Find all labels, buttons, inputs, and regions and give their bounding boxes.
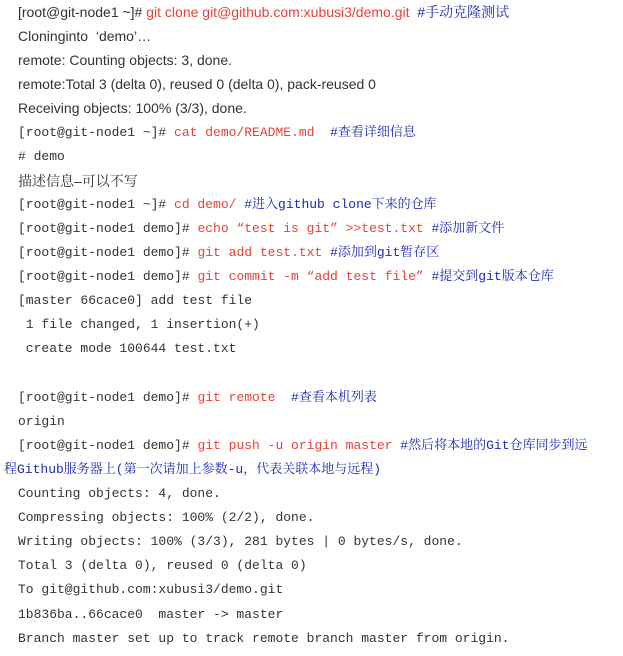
command-text: git commit -m “add test file” xyxy=(197,269,424,285)
command-text: cat demo/README.md xyxy=(174,124,315,140)
output-text: 1b836ba..66cace0 master -> master xyxy=(18,606,284,622)
output-text: create mode 100644 test.txt xyxy=(18,341,237,357)
comment-text: #然后将本地的Git仓库同步到远 xyxy=(392,437,588,453)
output-text: Compressing objects: 100% (2/2), done. xyxy=(18,510,315,526)
output-line xyxy=(0,24,623,48)
output-line xyxy=(0,96,623,120)
output-text: remote:Total 3 (delta 0), reused 0 (delta 0), pack-reused 0 xyxy=(18,76,376,93)
comment-text: 程Github服务器上(第一次请加上参数-u，代表关联本地与远程) xyxy=(4,461,382,477)
command-text: git push -u origin master xyxy=(197,437,393,453)
command-line xyxy=(0,265,623,289)
output-text: origin xyxy=(18,413,65,429)
command-text: git add test.txt xyxy=(197,245,323,260)
output-line xyxy=(0,362,623,386)
output-line xyxy=(0,72,623,96)
output-line xyxy=(0,530,623,554)
output-line xyxy=(0,313,623,337)
output-text: # demo xyxy=(18,148,65,164)
output-text: remote: Counting objects: 3, done. xyxy=(18,52,233,69)
comment-text: #查看本机列表 xyxy=(275,389,377,405)
comment-text: #手动克隆测试 xyxy=(409,4,510,20)
output-line xyxy=(0,627,623,651)
output-line xyxy=(0,506,623,530)
output-text: Writing objects: 100% (3/3), 281 bytes | 0 bytes/s, done. xyxy=(18,534,463,550)
prompt-text: [root@git-node1 demo]# xyxy=(18,245,198,260)
output-text: To git@github.com:xubusi3/demo.git xyxy=(18,582,284,598)
output-line xyxy=(0,458,623,482)
output-text: [master 66cace0] add test file xyxy=(18,293,253,309)
comment-text: #进入github clone下来的仓库 xyxy=(236,196,437,212)
output-text: 1 file changed, 1 insertion(+) xyxy=(18,317,260,333)
command-line xyxy=(0,0,623,24)
prompt-text: [root@git-node1 ~]# xyxy=(18,196,175,212)
command-line xyxy=(0,386,623,410)
output-line xyxy=(0,145,623,169)
comment-text: #添加新文件 xyxy=(423,220,505,236)
output-line xyxy=(0,603,623,627)
command-line xyxy=(0,217,623,241)
command-text: cd demo/ xyxy=(174,196,237,212)
prompt-text: [root@git-node1 demo]# xyxy=(18,389,198,405)
command-line xyxy=(0,121,623,145)
output-text: Branch master set up to track remote branch master from origin. xyxy=(18,630,510,646)
output-line xyxy=(0,482,623,506)
output-line xyxy=(0,337,623,361)
output-text: Receiving objects: 100% (3/3), done. xyxy=(18,100,247,117)
command-line xyxy=(0,434,623,458)
command-text: git clone git@github.com:xubusi3/demo.git xyxy=(146,4,410,20)
output-text: Counting objects: 4, done. xyxy=(18,486,221,501)
output-line xyxy=(0,169,623,193)
output-text: 描述信息–可以不写 xyxy=(18,172,138,189)
output-line xyxy=(0,410,623,434)
output-text: Total 3 (delta 0), reused 0 (delta 0) xyxy=(18,558,307,574)
prompt-text: [root@git-node1 demo]# xyxy=(18,437,198,453)
comment-text: #查看详细信息 xyxy=(314,124,416,140)
command-text: echo “test is git” >>test.txt xyxy=(197,220,424,236)
prompt-text: [root@git-node1 ~]# xyxy=(18,4,147,20)
output-line xyxy=(0,289,623,313)
command-line xyxy=(0,193,623,217)
prompt-text: [root@git-node1 demo]# xyxy=(18,220,198,236)
prompt-text: [root@git-node1 demo]# xyxy=(18,269,198,285)
output-line xyxy=(0,48,623,72)
output-line xyxy=(0,578,623,602)
output-text: Cloninginto ‘demo’… xyxy=(18,28,152,45)
command-line xyxy=(0,241,623,265)
prompt-text: [root@git-node1 ~]# xyxy=(18,124,175,140)
command-text: git remote xyxy=(197,389,276,405)
output-line xyxy=(0,554,623,578)
comment-text: #添加到git暂存区 xyxy=(322,245,440,260)
comment-text: #提交到git版本仓库 xyxy=(423,269,554,285)
